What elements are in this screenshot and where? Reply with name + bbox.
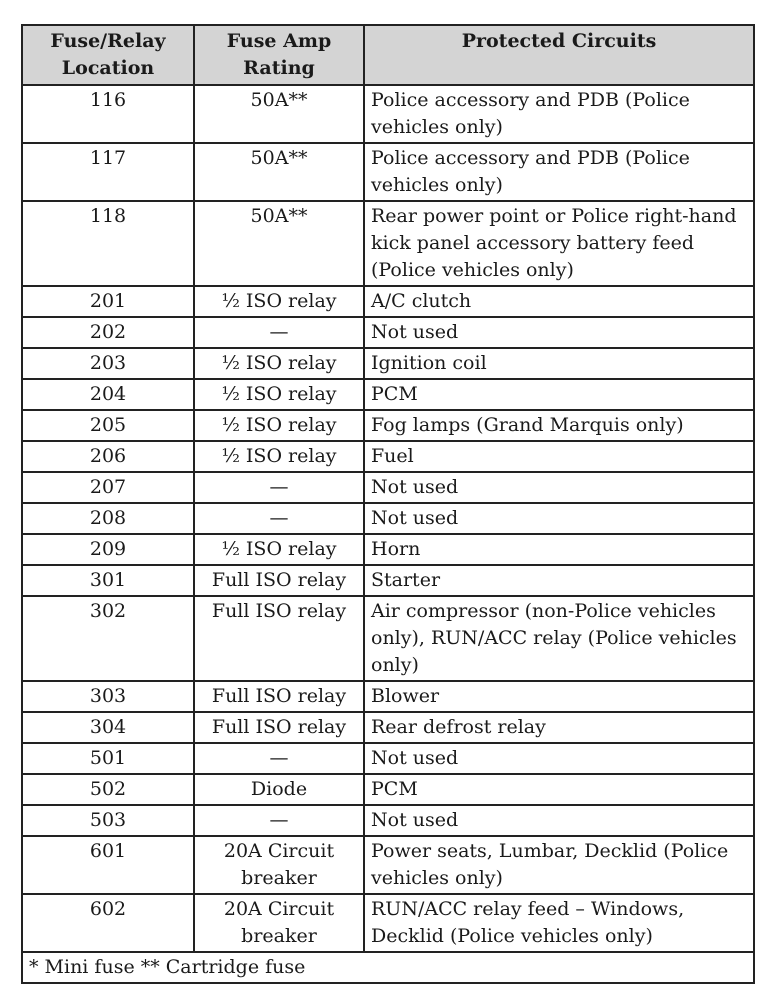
table-row: [22, 379, 754, 410]
fuse-location-cell: 209: [22, 534, 194, 565]
amp-rating-cell: 20A Circuit breaker: [194, 894, 364, 952]
amp-rating-cell: ½ ISO relay: [194, 410, 364, 441]
table-row: [22, 201, 754, 286]
protected-circuits-cell: Power seats, Lumbar, Decklid (Police vehicles only): [364, 836, 754, 894]
protected-circuits-cell: A/C clutch: [364, 286, 754, 317]
amp-rating-cell: —: [194, 503, 364, 534]
amp-rating-cell: —: [194, 743, 364, 774]
protected-circuits-cell: Police accessory and PDB (Police vehicles only): [364, 143, 754, 201]
amp-rating-cell: —: [194, 317, 364, 348]
protected-circuits-cell: Not used: [364, 805, 754, 836]
fuse-location-cell: 117: [22, 143, 194, 201]
protected-circuits-cell: PCM: [364, 774, 754, 805]
amp-rating-cell: 50A**: [194, 85, 364, 143]
fuse-relay-table: [21, 24, 755, 984]
table-row: [22, 348, 754, 379]
amp-rating-cell: ½ ISO relay: [194, 286, 364, 317]
protected-circuits-cell: Fog lamps (Grand Marquis only): [364, 410, 754, 441]
table-row: [22, 596, 754, 681]
amp-rating-cell: Full ISO relay: [194, 565, 364, 596]
table-row: [22, 805, 754, 836]
amp-rating-cell: Full ISO relay: [194, 712, 364, 743]
table-row: [22, 894, 754, 952]
table-row: [22, 503, 754, 534]
protected-circuits-cell: PCM: [364, 379, 754, 410]
header-protected-circuits: Protected Circuits: [364, 25, 754, 85]
table-row: [22, 410, 754, 441]
table-row: [22, 85, 754, 143]
amp-rating-cell: ½ ISO relay: [194, 441, 364, 472]
table-row: [22, 743, 754, 774]
protected-circuits-cell: Police accessory and PDB (Police vehicles only): [364, 85, 754, 143]
fuse-location-cell: 202: [22, 317, 194, 348]
footnote-row: [22, 952, 754, 983]
protected-circuits-cell: Not used: [364, 743, 754, 774]
amp-rating-cell: 50A**: [194, 143, 364, 201]
fuse-location-cell: 502: [22, 774, 194, 805]
amp-rating-cell: 20A Circuit breaker: [194, 836, 364, 894]
fuse-location-cell: 302: [22, 596, 194, 681]
fuse-location-cell: 208: [22, 503, 194, 534]
protected-circuits-cell: Not used: [364, 472, 754, 503]
header-location: Fuse/Relay Location: [22, 25, 194, 85]
table-row: [22, 143, 754, 201]
header-amp-rating: Fuse Amp Rating: [194, 25, 364, 85]
protected-circuits-cell: Horn: [364, 534, 754, 565]
footnote: * Mini fuse ** Cartridge fuse: [22, 952, 754, 983]
fuse-location-cell: 602: [22, 894, 194, 952]
amp-rating-cell: —: [194, 472, 364, 503]
fuse-location-cell: 304: [22, 712, 194, 743]
protected-circuits-cell: Blower: [364, 681, 754, 712]
table-row: [22, 472, 754, 503]
protected-circuits-cell: Not used: [364, 503, 754, 534]
protected-circuits-cell: Starter: [364, 565, 754, 596]
amp-rating-cell: 50A**: [194, 201, 364, 286]
amp-rating-cell: —: [194, 805, 364, 836]
protected-circuits-cell: Ignition coil: [364, 348, 754, 379]
amp-rating-cell: ½ ISO relay: [194, 534, 364, 565]
table-row: [22, 774, 754, 805]
fuse-location-cell: 118: [22, 201, 194, 286]
table-row: [22, 565, 754, 596]
header-row: [22, 25, 754, 85]
fuse-location-cell: 207: [22, 472, 194, 503]
amp-rating-cell: ½ ISO relay: [194, 379, 364, 410]
fuse-location-cell: 116: [22, 85, 194, 143]
fuse-location-cell: 204: [22, 379, 194, 410]
table-row: [22, 681, 754, 712]
table-row: [22, 286, 754, 317]
fuse-location-cell: 206: [22, 441, 194, 472]
table-row: [22, 441, 754, 472]
fuse-location-cell: 503: [22, 805, 194, 836]
table-row: [22, 534, 754, 565]
protected-circuits-cell: Rear defrost relay: [364, 712, 754, 743]
protected-circuits-cell: RUN/ACC relay feed – Windows, Decklid (Police vehicles only): [364, 894, 754, 952]
amp-rating-cell: ½ ISO relay: [194, 348, 364, 379]
amp-rating-cell: Full ISO relay: [194, 596, 364, 681]
amp-rating-cell: Diode: [194, 774, 364, 805]
protected-circuits-cell: Air compressor (non-Police vehicles only), RUN/ACC relay (Police vehicles only): [364, 596, 754, 681]
amp-rating-cell: Full ISO relay: [194, 681, 364, 712]
table-row: [22, 317, 754, 348]
fuse-location-cell: 601: [22, 836, 194, 894]
protected-circuits-cell: Fuel: [364, 441, 754, 472]
fuse-location-cell: 205: [22, 410, 194, 441]
protected-circuits-cell: Not used: [364, 317, 754, 348]
table-row: [22, 712, 754, 743]
table-row: [22, 836, 754, 894]
fuse-location-cell: 203: [22, 348, 194, 379]
fuse-location-cell: 501: [22, 743, 194, 774]
fuse-location-cell: 201: [22, 286, 194, 317]
fuse-location-cell: 301: [22, 565, 194, 596]
fuse-location-cell: 303: [22, 681, 194, 712]
protected-circuits-cell: Rear power point or Police right-hand kick panel accessory battery feed (Police vehicles only): [364, 201, 754, 286]
